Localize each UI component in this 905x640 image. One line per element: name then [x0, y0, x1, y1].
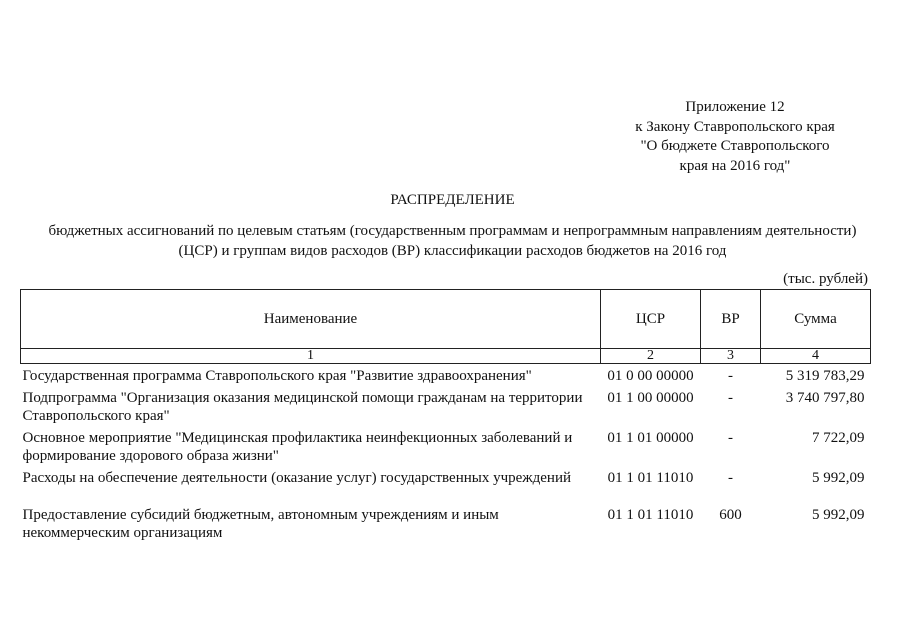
table-header-row: [21, 290, 871, 349]
table-row: [21, 425, 871, 465]
appendix-line: края на 2016 год": [679, 157, 791, 174]
header-vr: ВР: [701, 290, 761, 349]
row-vr: -: [728, 430, 733, 446]
header-sum: Сумма: [761, 290, 871, 349]
row-vr: -: [728, 390, 733, 406]
subtitle-line: бюджетных ассигнований по целевым статьям (государственным программам и непрограммным направлениям деятельности): [48, 223, 857, 239]
column-number: 3: [701, 349, 761, 364]
subtitle-line: (ЦСР) и группам видов расходов (ВР) классификации расходов бюджетов на 2016 год: [178, 243, 727, 259]
row-vr: -: [728, 368, 733, 384]
row-name: Государственная программа Ставропольского края "Развитие здравоохранения": [22, 368, 532, 384]
document-subtitle: [20, 221, 885, 261]
budget-table: [20, 289, 871, 542]
row-name: Предоставление субсидий бюджетным, автономным учреждениям и иным некоммерческим организациям: [22, 507, 499, 541]
row-vr: -: [728, 470, 733, 486]
appendix-line: к Закону Ставропольского края: [635, 118, 835, 135]
column-number: 2: [601, 349, 701, 364]
row-sum: 7 722,09: [812, 430, 865, 446]
appendix-line: Приложение 12: [685, 99, 785, 115]
header-csr: ЦСР: [601, 290, 701, 349]
table-row: [21, 364, 871, 386]
row-csr: 01 1 01 11010: [607, 470, 694, 486]
row-sum: 3 740 797,80: [785, 390, 865, 406]
column-number: 4: [761, 349, 871, 364]
row-name: Расходы на обеспечение деятельности (оказание услуг) государственных учреждений: [22, 470, 572, 486]
row-csr: 01 1 00 00000: [607, 390, 694, 406]
row-sum: 5 992,09: [812, 470, 865, 486]
row-csr: 01 1 01 11010: [607, 507, 694, 523]
row-name: Подпрограмма "Организация оказания медицинской помощи гражданам на территории Ставропольского края": [22, 390, 583, 424]
column-numbering-row: [21, 349, 871, 364]
row-csr: 01 0 00 00000: [607, 368, 694, 384]
row-name: Основное мероприятие "Медицинская профилактика неинфекционных заболеваний и формирование здорового образа жизни": [22, 430, 573, 464]
row-vr: 600: [719, 507, 742, 523]
appendix-line: "О бюджете Ставропольского: [640, 138, 830, 154]
table-row: [21, 385, 871, 425]
row-csr: 01 1 01 00000: [607, 430, 694, 446]
row-sum: 5 992,09: [812, 507, 865, 523]
units-label: (тыс. рублей): [783, 271, 868, 287]
row-sum: 5 319 783,29: [785, 368, 865, 384]
table-row: [21, 487, 871, 542]
table-row: [21, 465, 871, 487]
column-number: 1: [21, 349, 601, 364]
document-title: РАСПРЕДЕЛЕНИЕ: [390, 192, 515, 208]
header-name: Наименование: [21, 290, 601, 349]
appendix-note: [600, 98, 870, 176]
